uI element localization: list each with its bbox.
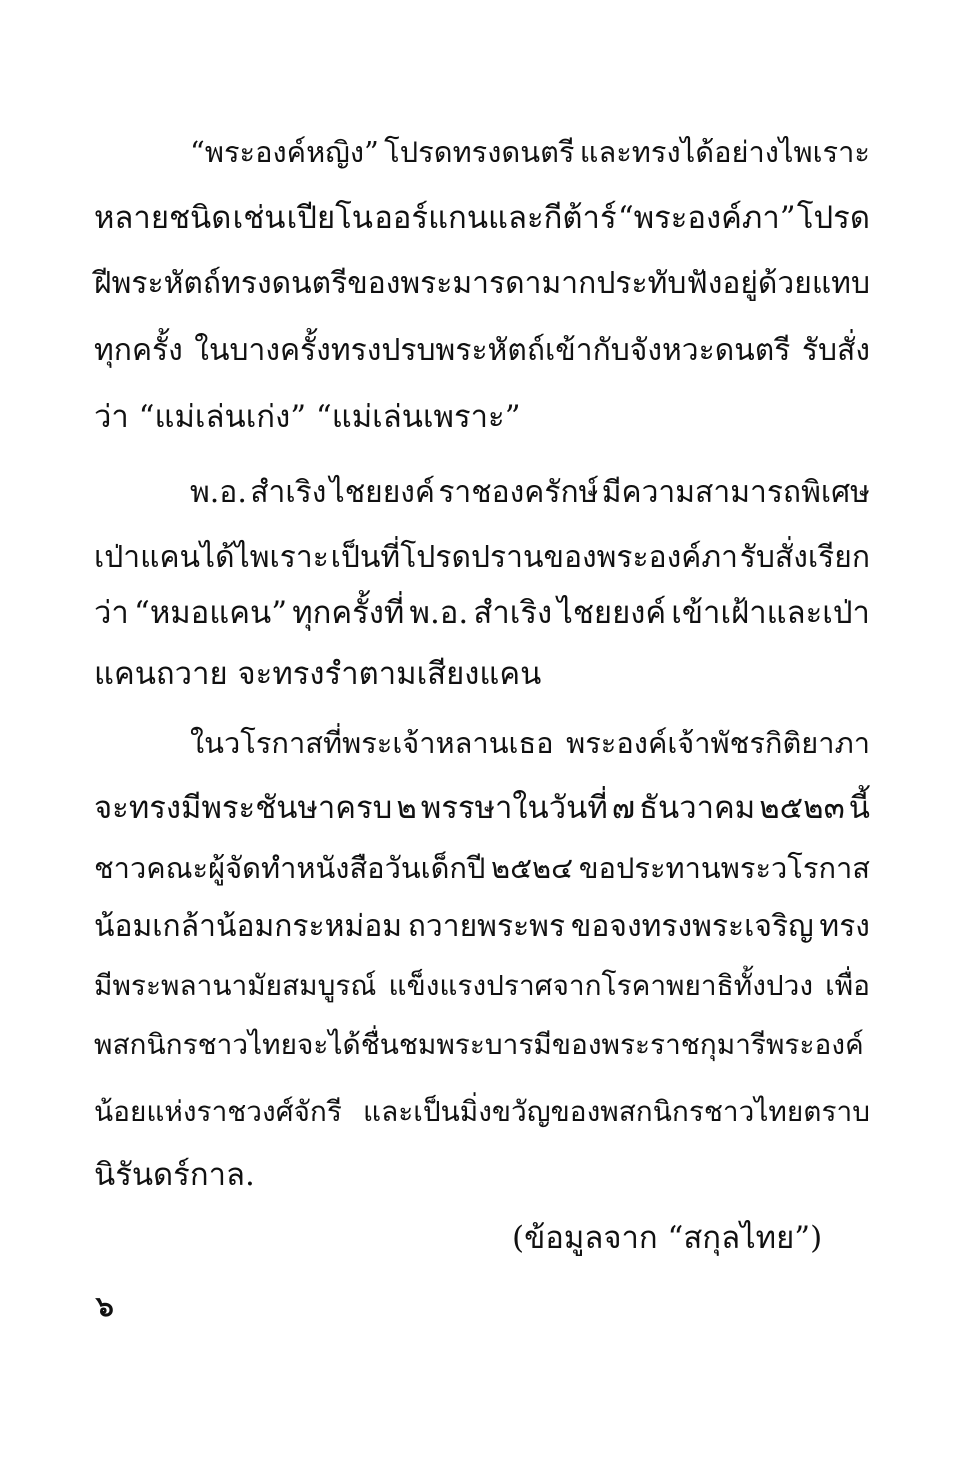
paragraph-3-line-4: น้อมเกล้าน้อมกระหม่อม ถวายพระพร ขอจงทรงพระเจริญ ทรง bbox=[94, 909, 870, 944]
paragraph-2-line-1: พ.อ. สำเริง ไชยยงค์ ราชองครักษ์ มีความสามารถพิเศษ bbox=[190, 475, 870, 510]
paragraph-3-line-1: ในวโรกาสที่พระเจ้าหลานเธอ พระองค์เจ้าพัชรกิติยาภา bbox=[190, 726, 870, 760]
paragraph-1-line-5: ว่า “แม่เล่นเก่ง” “แม่เล่นเพราะ” bbox=[94, 399, 521, 435]
paragraph-1-line-2: หลายชนิด เช่น เปียโน ออร์แกนและกีต้าร์ “พระองค์ภา” โปรด bbox=[94, 200, 870, 236]
paragraph-1-line-3: ฝีพระหัตถ์ ทรงดนตรีของพระมารดามาก ประทับฟังอยู่ด้วยแทบ bbox=[94, 266, 870, 301]
paragraph-3-line-3: ชาวคณะผู้จัดทำหนังสือวันเด็กปี ๒๕๒๔ ขอประทานพระวโรกาส bbox=[94, 851, 870, 885]
paragraph-3-line-5: มีพระพลานามัยสมบูรณ์ แข็งแรงปราศจากโรคาพยาธิทั้งปวง เพื่อ bbox=[94, 969, 870, 1002]
paragraph-2-line-2: เป่าแคนได้ไพเราะ เป็นที่โปรดปรานของพระองค์ภา รับสั่งเรียก bbox=[94, 540, 870, 575]
paragraph-3-line-7: น้อยแห่งราชวงศ์จักรี และเป็นมิ่งขวัญของพสกนิกรชาวไทยตราบ bbox=[94, 1095, 870, 1128]
paragraph-3-line-2: จะทรงมีพระชันษาครบ ๒ พรรษาในวันที่ ๗ ธันวาคม ๒๕๒๓ นี้ bbox=[94, 790, 870, 826]
paragraph-3-line-8: นิรันดร์กาล. bbox=[94, 1157, 255, 1193]
page-number: ๖ bbox=[96, 1290, 114, 1323]
paragraph-1-line-4: ทุกครั้ง ในบางครั้งทรงปรบพระหัตถ์เข้ากับจังหวะดนตรี รับสั่ง bbox=[94, 333, 870, 368]
paragraph-2-line-4: แคนถวาย จะทรงรำตามเสียงแคน bbox=[94, 656, 542, 692]
paragraph-1-line-1: “พระองค์หญิง” โปรดทรงดนตรี และทรงได้อย่างไพเราะ bbox=[190, 135, 870, 169]
paragraph-3-line-6: พสกนิกรชาวไทยจะได้ชื่นชมพระบารมีของพระราชกุมารีพระองค์ bbox=[94, 1028, 864, 1061]
paragraph-2-line-3: ว่า “หมอแคน” ทุกครั้งที่ พ.อ. สำเริง ไชยยงค์ เข้าเฝ้าและเป่า bbox=[94, 595, 870, 631]
source-note: (ข้อมูลจาก “สกุลไทย”) bbox=[512, 1220, 823, 1256]
